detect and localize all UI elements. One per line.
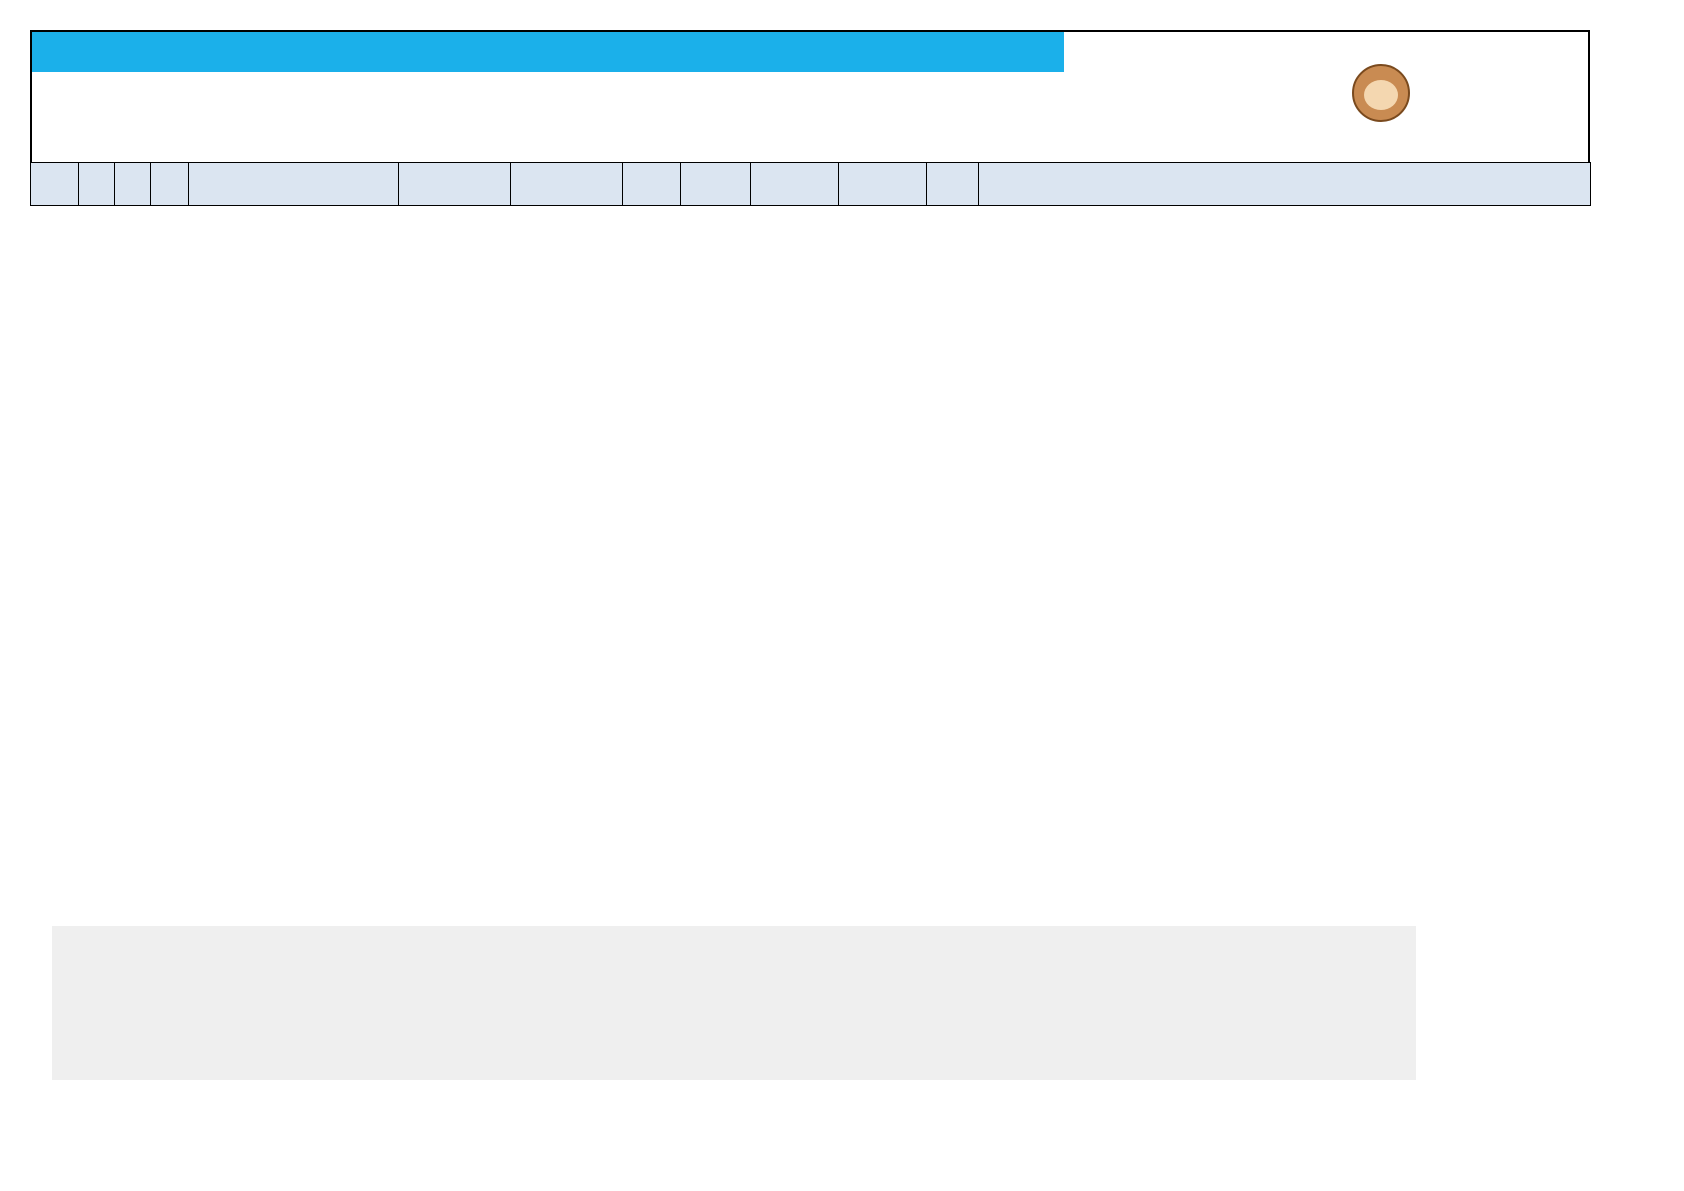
col-bill <box>681 163 751 206</box>
col-golf <box>189 163 399 206</box>
col-van[interactable] <box>751 163 839 206</box>
monkey-face-icon <box>1352 64 1410 122</box>
price-table <box>30 162 1591 206</box>
footnotes <box>52 926 1416 1080</box>
note-line-4 <box>60 926 1408 942</box>
col-weekday <box>399 163 511 206</box>
col-reconfirm <box>151 163 189 206</box>
col-weekend <box>511 163 623 206</box>
contact-line <box>42 78 78 103</box>
col-note <box>979 163 1591 206</box>
col-bus[interactable] <box>839 163 927 206</box>
sheet-header <box>30 30 1590 162</box>
col-recommend <box>115 163 151 206</box>
price-sheet <box>30 30 1590 206</box>
table-header-row <box>31 163 1591 206</box>
page-title <box>32 32 1064 72</box>
col-highway <box>927 163 979 206</box>
col-payee <box>623 163 681 206</box>
col-region <box>31 163 79 206</box>
logo <box>1352 58 1572 122</box>
